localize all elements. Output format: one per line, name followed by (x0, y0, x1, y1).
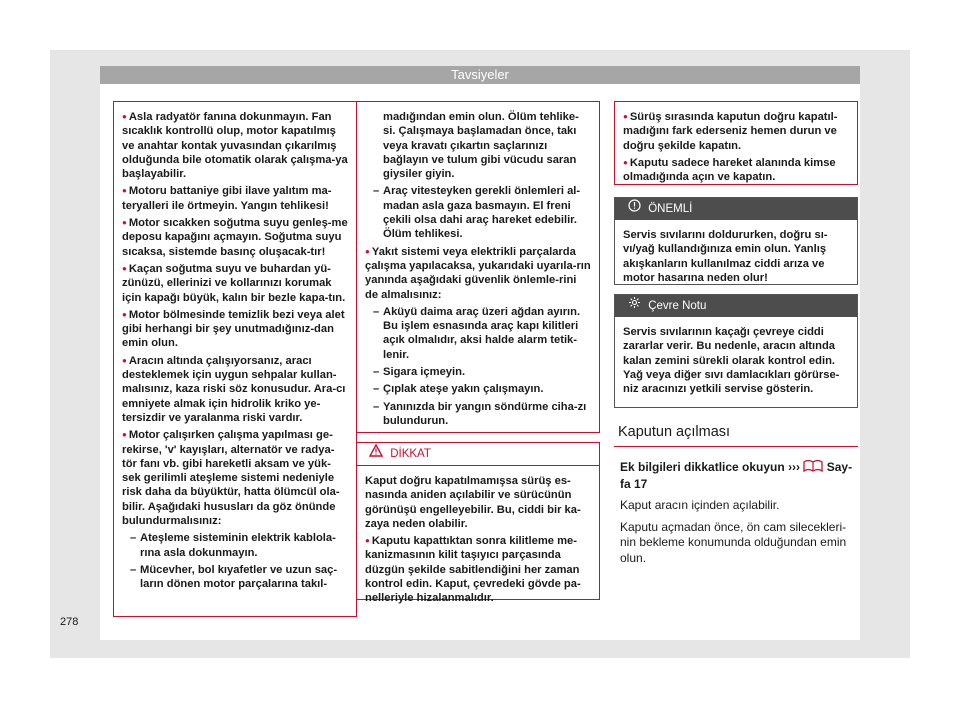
reference-text: Ek bilgileri dikkatlice okuyun (620, 459, 785, 474)
environment-note-box (614, 294, 858, 408)
bullet-item (122, 428, 348, 528)
warning-list-2 (357, 102, 599, 439)
warning-box-continued-2 (356, 101, 600, 433)
paragraph-1: Kaput aracın içinden açılabilir. (620, 498, 780, 512)
info-circle-icon (623, 198, 645, 220)
bullet-item (122, 308, 348, 351)
caution-box (356, 442, 600, 605)
bullet-text: Motor bölmesinde temizlik bezi veya alet gibi herhangi bir şey unutmadığınız-dan emin olun. (122, 308, 345, 350)
paragraph: Kaput doğru kapatılmamışsa sürüş es-nasında aniden açılabilir ve sürücünün görünüşü engelleyebilir. Bu, ciddi bir ka-zaya neden olabilir. (365, 475, 581, 530)
dash-item (122, 563, 348, 592)
bullet-text: Aracın altında çalışıyorsanız, aracı desteklemek için uygun sehpalar kullan-malısınız, kaza riski söz konusudur. Ara-cı emniyete almak için hidrolik kriko ye-tersizdir ve yaralanma riski vardır. (122, 354, 346, 424)
bullet-item (122, 262, 348, 305)
bullet-icon: ● (122, 112, 127, 121)
bullet-item (365, 534, 591, 605)
dash-icon: – (373, 366, 380, 379)
page-number: 278 (60, 616, 79, 628)
important-text: Servis sıvılarını doldururken, doğru sı-vı/yağ kullandığınıza emin olun. Yanlış akışkanların kullanılmaz ciddi arıza ve motor hasarına neden olur! (623, 229, 828, 284)
bullet-icon: ● (623, 157, 628, 167)
dash-text: Mücevher, bol kıyafetler ve uzun saç-ların dönen motor parçalarına takıl- (140, 563, 338, 591)
bullet-icon: ● (122, 355, 127, 365)
environment-text: Servis sıvılarının kaçağı çevreye ciddi zararlar verir. Bu nedenle, aracın altında kalan zemini sürekli olarak kontrol edin. Yağ veya diğer sıvı damlacıkları görürse-niz aracınızı yetkili servise gösterin. (623, 326, 840, 396)
bullet-icon: ● (122, 430, 127, 440)
warning-list-3 (615, 102, 857, 195)
dash-item (122, 531, 348, 560)
section-title: Kaputun açılması (614, 424, 858, 447)
dash-icon: – (373, 185, 380, 198)
dash-text: Aküyü daima araç üzeri ağdan ayırın. Bu işlem esnasında araç kapı kilitleri açık olmalıdır, aksi halde alarm tetik-lenir. (383, 305, 581, 361)
bullet-item (365, 245, 591, 302)
bullet-text: Kaçan soğutma suyu ve buhardan yü-zünüzü, ellerinizi ve kollarınızı korumak için kapağı büyük, kalın bir bezle kapa-tın. (122, 262, 346, 304)
bullet-icon: ● (623, 112, 628, 121)
bullet-icon: ● (122, 309, 127, 319)
warning-box-continued-3 (614, 101, 858, 185)
reference-line (614, 459, 858, 492)
bullet-item (122, 216, 348, 259)
bullet-text: Kaputu kapattıktan sonra kilitleme me-kanizmasının kilit taşıyıcı parçasında düzgün şekilde sabitlendiğini her zaman kontrol edin. Kaput, çevredeki gövde pa-nelleriyle hizalanmalıdır. (365, 535, 581, 605)
bullet-icon: ● (122, 218, 127, 228)
bullet-text: Sürüş sırasında kaputun doğru kapatıl-madığını fark ederseniz hemen durun ve doğru şekilde kapatın. (623, 111, 838, 152)
dash-icon: – (373, 305, 380, 318)
bullet-icon: ● (122, 186, 127, 196)
bullet-item (623, 156, 849, 185)
dash-text: Çıplak ateşe yakın çalışmayın. (383, 383, 544, 396)
bullet-text: Motoru battaniye gibi ilave yalıtım ma-teryalleri ile örtmeyin. Yangın tehlikesi! (122, 185, 332, 212)
bullet-text: Motor çalışırken çalışma yapılması ge-rekirse, 'v' kayışları, alternatör ve radya-tör fanı vb. gibi hareketli aksam ve yük-sek gerilimli ateşleme sistemi nedeniyle risk daha da büyüktür, hatta ölümcül ola-bilir. Aşağıdaki hususları da göz önünde bulundurmalısınız: (122, 429, 340, 528)
paragraph-2: Kaputu açmadan önce, ön cam silecekleri-nin bekleme konumunda olduğundan emin olun. (620, 519, 847, 565)
dash-icon: – (130, 532, 137, 545)
dash-item (365, 305, 591, 362)
bullet-icon: ● (365, 536, 370, 546)
book-icon[interactable] (803, 459, 823, 477)
caution-title: DİKKAT (390, 448, 431, 460)
dash-icon: – (373, 400, 380, 413)
section (614, 424, 858, 566)
bullet-icon: ● (365, 246, 370, 256)
reference-page[interactable]: Say-fa 17 (620, 459, 853, 491)
important-header (615, 198, 857, 220)
dash-icon: – (373, 383, 380, 396)
dash-text: Ateşleme sisteminin elektrik kablola-rına asla dokunmayın. (140, 532, 336, 559)
bullet-text: Asla radyatör fanına dokunmayın. Fan sıcaklık kontrollü olup, motor kapatılmış ve anahtar kontak yuvasından çıkarılmış olduğunda bile otomatik olarak çalışma-ya başlayabilir. (122, 111, 348, 181)
continued-text: madığından emin olun. Ölüm tehlike-si. Çalışmaya başlamadan önce, takı veya kravatı çıkartın saçlarınızı bağlayın ve tulum gibi vücudu saran giysiler giyin. (383, 111, 579, 181)
important-title: ÖNEMLİ (648, 203, 693, 215)
warning-triangle-icon (365, 443, 387, 465)
reference-arrows[interactable]: ››› (788, 459, 801, 474)
bullet-text: Yakıt sistemi veya elektrikli parçalarda çalışma yapılacaksa, yukarıdaki uyarıla-rın yanında aşağıdaki güvenlik önlemle-rini de almalısınız: (365, 245, 591, 301)
dash-text: Araç vitesteyken gerekli önlemleri al-madan asla gaza basmayın. El freni çekili olsa dahi araç hareket edebilir. Ölüm tehlikesi. (383, 185, 581, 241)
bullet-item (122, 110, 348, 181)
bullet-icon: ● (122, 263, 127, 273)
bullet-text: Kaputu sadece hareket alanında kimse olmadığında açın ve kapatın. (623, 156, 836, 184)
dash-item (365, 382, 591, 396)
dash-text: Sigara içmeyin. (383, 366, 466, 379)
caution-header (357, 443, 599, 466)
page-header: Tavsiyeler (100, 66, 860, 84)
environment-title: Çevre Notu (648, 300, 707, 312)
dash-item (365, 400, 591, 429)
dash-item (365, 365, 591, 379)
dash-item (365, 184, 591, 241)
dash-text: Yanınızda bir yangın söndürme ciha-zı bulundurun. (383, 400, 587, 427)
warning-box-continued (113, 101, 357, 617)
environment-header (615, 295, 857, 317)
dash-icon: – (130, 563, 137, 576)
bullet-item (122, 354, 348, 425)
environment-icon (623, 295, 645, 317)
important-box (614, 197, 858, 285)
warning-list (114, 102, 356, 603)
bullet-item (122, 184, 348, 213)
caution-text (357, 466, 599, 617)
bullet-item (623, 110, 849, 153)
bullet-text: Motor sıcakken soğutma suyu genleş-me deposu kapağını açmayın. Soğutma suyu sıcaksa, sistemde basınç oluşacak-tır! (122, 217, 348, 258)
